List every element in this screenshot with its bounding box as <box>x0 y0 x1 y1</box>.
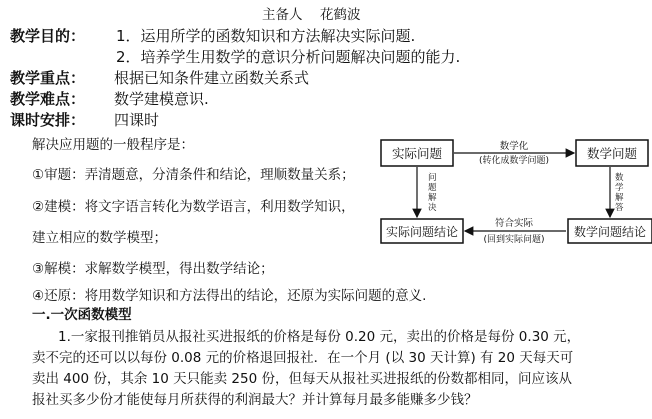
procedure-step-4: ④还原：将用数学知识和方法得出的结论，还原为实际问题的意义. <box>32 288 427 304</box>
procedure-step-2-cont: 建立相应的数学模型； <box>32 230 167 246</box>
schedule-text: 四课时 <box>114 111 160 129</box>
difficulty-text: 数学建模意识. <box>114 90 209 108</box>
problem-line-1: 1.一家报刊推销员从报社买进报纸的价格是每份 0.20 元，卖出的价格是每份 0.30 元， <box>58 329 581 345</box>
schedule-label: 课时安排： <box>10 111 86 129</box>
procedure-intro: 解决应用题的一般程序是： <box>32 137 194 153</box>
procedure-step-3: ③解模：求解数学模型，得出数学结论； <box>32 261 274 277</box>
preparer-name: 花鹤波 <box>320 7 361 23</box>
right-arrow-char-2: 学 <box>615 183 624 193</box>
arrow-return-sub: (回到实际问题) <box>483 235 545 245</box>
focus-text: 根据已知条件建立函数关系式 <box>114 69 310 87</box>
procedure-step-2: ②建模：将文字语言转化为数学语言，利用数学知识， <box>32 199 355 215</box>
section-title: 一.一次函数模型 <box>32 307 132 323</box>
box-real-conclusion-text: 实际问题结论 <box>385 225 459 239</box>
arrow-mathematize-sub: (转化成数学问题) <box>478 156 550 166</box>
box-real-problem-text: 实际问题 <box>391 146 443 161</box>
goal-item-1: 1．运用所学的函数知识和方法解决实际问题. <box>116 27 416 45</box>
left-arrow-char-4: 决 <box>428 203 437 213</box>
box-math-conclusion-text: 数学问题结论 <box>573 225 647 239</box>
left-arrow-char-2: 题 <box>428 183 437 193</box>
right-arrow-char-1: 数 <box>615 173 624 183</box>
problem-line-4: 报社买多少份才能使每月所获得的利润最大？并计算每月最多能赚多少钱？ <box>32 392 478 408</box>
problem-line-3: 卖出 400 份，其余 10 天只能卖 250 份，但每天从报社买进报纸的份数都相同，问应该从 <box>32 371 572 387</box>
focus-label: 教学重点： <box>10 69 86 87</box>
preparer-role: 主备人 <box>262 7 303 23</box>
procedure-step-1: ①审题：弄清题意，分清条件和结论，理顺数量关系； <box>32 167 355 183</box>
right-arrow-char-3: 解 <box>615 193 624 203</box>
right-arrow-char-4: 答 <box>615 203 624 213</box>
difficulty-label: 教学难点： <box>10 90 86 108</box>
box-math-problem-text: 数学问题 <box>586 146 638 161</box>
arrow-return-label: 符合实际 <box>494 218 534 229</box>
left-arrow-char-1: 问 <box>428 173 437 183</box>
problem-line-2: 卖不完的还可以以每份 0.08 元的价格退回报社．在一个月 (以 30 天计算) 有 20 天每天可 <box>32 350 574 366</box>
goals-label: 教学目的： <box>10 27 86 45</box>
left-arrow-char-3: 解 <box>428 193 437 203</box>
arrow-mathematize-label: 数学化 <box>499 141 529 152</box>
goal-item-2: 2．培养学生用数学的意识分析问题解决问题的能力. <box>116 48 461 66</box>
